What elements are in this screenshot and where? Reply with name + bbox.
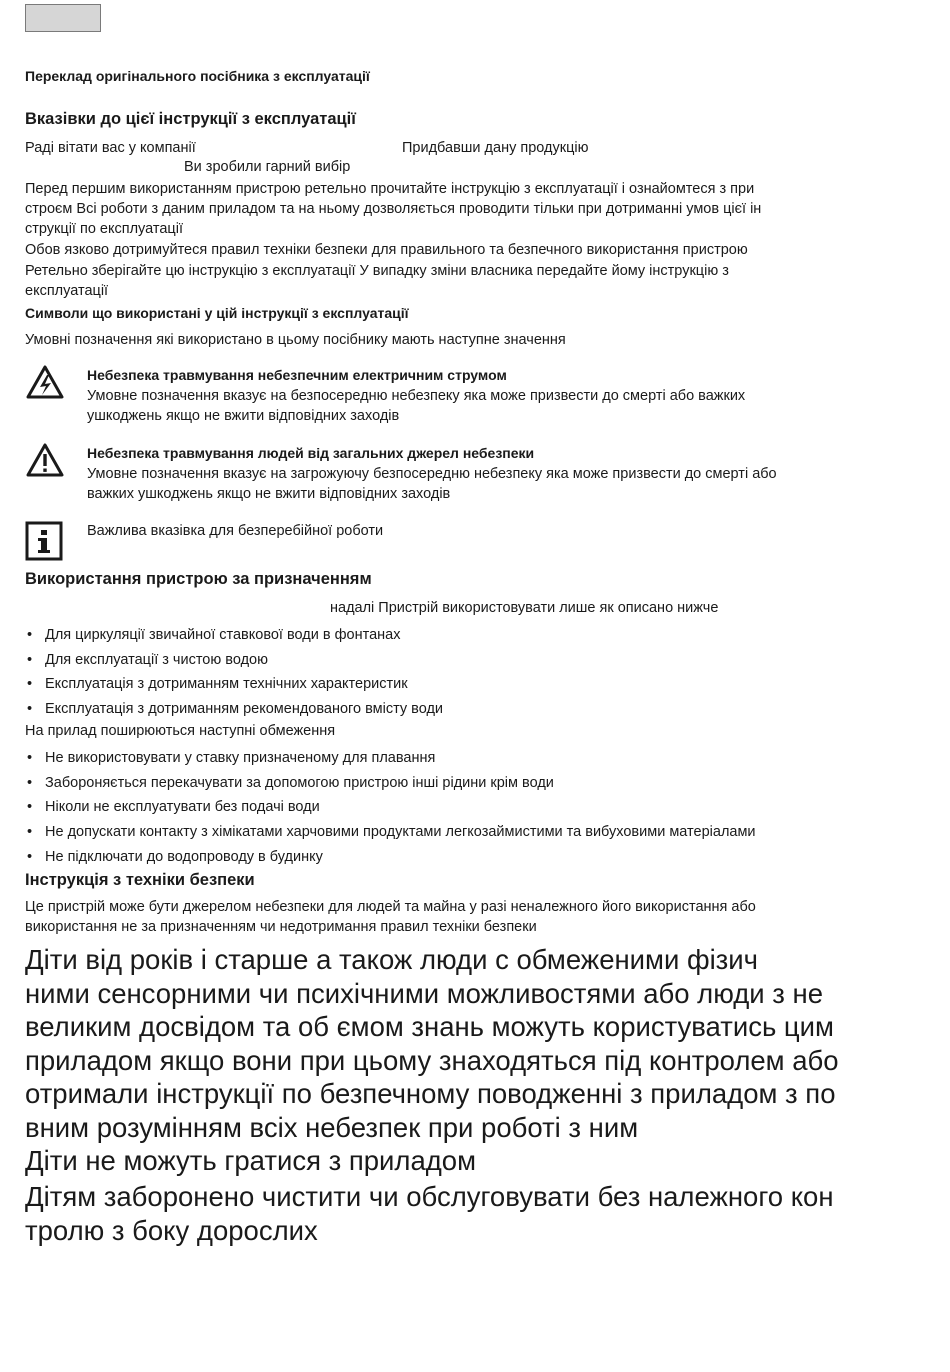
welcome-text: Раді вітати вас у компанії bbox=[25, 140, 196, 156]
restrictions-intro: На прилад поширюються наступні обмеження bbox=[25, 723, 336, 739]
list-item: • Не використовувати у ставку призначеному для плавання bbox=[25, 748, 756, 773]
list-item: • Ніколи не експлуатувати без подачі води bbox=[25, 797, 756, 822]
usage-intro: надалі Пристрій використовувати лише як описано нижче bbox=[330, 600, 719, 616]
keep-instructions-paragraph: Ретельно зберігайте цю інструкцію з експлуатації У випадку зміни власника передайте йому інструкцію з експлуатації bbox=[25, 263, 729, 299]
read-instructions-paragraph: Перед першим використанням пристрою ретельно прочитайте інструкцію з експлуатації і ознайомтеся з при строєм Всі роботи з даним приладом та на ньому дозволяється проводити тільки при дотриманні умов цієї ін струкції по експлуатації bbox=[25, 181, 762, 237]
safety-intro: Це пристрій може бути джерелом небезпеки для людей та майна у разі неналежного його використання або використання не за призначенням чи недотримання правил техніки безпеки bbox=[25, 899, 756, 935]
safety-section-title: Інструкція з техніки безпеки bbox=[25, 871, 255, 889]
important-note-text: Важлива вказівка для безперебійної роботи bbox=[87, 523, 384, 539]
info-icon bbox=[25, 521, 63, 561]
document-subtitle: Переклад оригінального посібника з експлуатації bbox=[25, 68, 370, 84]
restrictions-list bbox=[25, 748, 756, 871]
safety-rules-paragraph: Обов язково дотримуйтеся правил техніки безпеки для правильного та безпечного використання пристрою bbox=[25, 242, 748, 258]
children-paragraph: Діти від років і старше а також люди с обмеженими фізич ними сенсорними чи психічними можливостями або люди з не великим досвідом та об ємом знань можуть користуватись цим приладом якщо вони при цьому знаходяться під контролем або отримали інструкції по безпечному поводженні з приладом з по вним розумінням всіх небезпек при роботі з ним bbox=[25, 944, 839, 1143]
list-item: • Забороняється перекачувати за допомогою пристрою інші рідини крім води bbox=[25, 773, 756, 798]
notes-section-title: Вказівки до цієї інструкції з експлуатації bbox=[25, 110, 356, 128]
list-item: • Експлуатація з дотриманням технічних характеристик bbox=[25, 674, 443, 699]
allowed-uses-list bbox=[25, 625, 443, 724]
list-item: • Для циркуляції звичайної ставкової води в фонтанах bbox=[25, 625, 443, 650]
electric-hazard-description: Умовне позначення вказує на безпосередню небезпеку яка може призвести до смерті або важких ушкоджень якщо не вжити відповідних заходів bbox=[87, 388, 746, 424]
symbols-intro: Умовні позначення які використано в цьому посібнику мають наступне значення bbox=[25, 332, 566, 348]
warning-icon bbox=[25, 442, 65, 478]
list-item: • Не підключати до водопроводу в будинку bbox=[25, 847, 756, 872]
no-play-paragraph: Діти не можуть гратися з приладом bbox=[25, 1145, 476, 1176]
general-hazard-description: Умовне позначення вказує на загрожуючу безпосередню небезпеку яка може призвести до смерті або важких ушкоджень якщо не вжити відповідних заходів bbox=[87, 466, 777, 502]
page-number-tab bbox=[25, 4, 101, 32]
usage-section-title: Використання пристрою за призначенням bbox=[25, 570, 372, 588]
good-choice-text: Ви зробили гарний вибір bbox=[184, 159, 351, 175]
cleaning-paragraph: Дітям заборонено чистити чи обслуговувати без належного кон тролю з боку дорослих bbox=[25, 1181, 834, 1246]
electric-hazard-title: Небезпека травмування небезпечним електричним струмом bbox=[87, 367, 507, 383]
symbols-section-title: Символи що використані у цій інструкції з експлуатації bbox=[25, 305, 409, 321]
general-hazard-title: Небезпека травмування людей від загальних джерел небезпеки bbox=[87, 445, 535, 461]
purchase-text: Придбавши дану продукцію bbox=[402, 140, 589, 156]
list-item: • Експлуатація з дотриманням рекомендованого вмісту води bbox=[25, 699, 443, 724]
list-item: • Для експлуатації з чистою водою bbox=[25, 650, 443, 675]
electric-hazard-icon bbox=[25, 364, 65, 400]
list-item: • Не допускати контакту з хімікатами харчовими продуктами легкозаймистими та вибуховими матеріалами bbox=[25, 822, 756, 847]
